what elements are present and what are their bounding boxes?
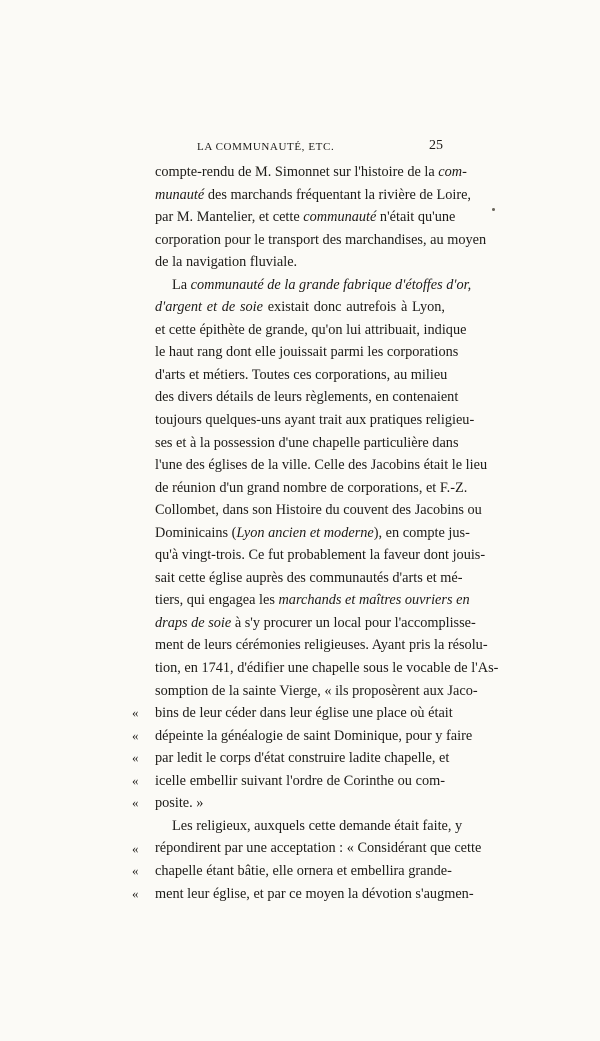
text-run: n'était qu'une [376, 209, 456, 226]
text-run: par M. Mantelier, et cette [155, 209, 304, 226]
text-run: par ledit le corps d'état construire ladite chapelle, et [155, 750, 450, 767]
margin-guillemet: « [132, 750, 139, 766]
text-run: existait donc autrefois à Lyon, [263, 299, 445, 316]
text-line [155, 792, 445, 815]
text-run: ment de leurs cérémonies religieuses. Ayant pris la résolu- [155, 637, 488, 654]
text-line [155, 477, 468, 500]
text-line [155, 837, 482, 860]
text-line [155, 657, 499, 680]
margin-guillemet: « [132, 885, 139, 901]
body-text [155, 161, 499, 905]
text-run: ses et à la possession d'une chapelle particulière dans [155, 434, 459, 451]
margin-guillemet: « [132, 863, 139, 879]
text-line [155, 206, 456, 229]
text-line [155, 544, 486, 567]
margin-guillemet: « [132, 705, 139, 721]
text-run: icelle embellir suivant l'ordre de Corinthe ou com- [155, 772, 445, 789]
italic-run: munauté [155, 186, 205, 203]
text-run: des divers détails de leurs règlements, en contenaient [155, 389, 459, 406]
text-run: corporation pour le transport des marchandises, au moyen [155, 231, 487, 248]
margin-guillemet: « [132, 772, 139, 788]
text-run: Dominicains ( [155, 524, 237, 541]
text-line [155, 747, 450, 770]
text-line [155, 589, 470, 612]
margin-guillemet: « [132, 795, 139, 811]
text-line [155, 499, 482, 522]
text-line [155, 770, 445, 793]
text-line [155, 680, 478, 703]
text-run: toujours quelques-uns ayant trait aux pratiques religieu- [155, 412, 475, 429]
ink-speck [492, 208, 495, 211]
text-line [155, 296, 445, 319]
italic-run: com- [438, 164, 467, 180]
text-run: tion, en 1741, d'édifier une chapelle sous le vocable de l'As- [155, 660, 499, 677]
text-run: tiers, qui engagea les [155, 592, 279, 609]
text-run: d'arts et métiers. Toutes ces corporations, au milieu [155, 366, 448, 383]
margin-guillemet: « [132, 727, 139, 743]
text-run: Collombet, dans son Histoire du couvent des Jacobins ou [155, 502, 482, 519]
italic-run: communauté [303, 209, 377, 226]
text-line [155, 454, 488, 477]
text-run: des marchands fréquentant la rivière de Loire, [204, 186, 472, 203]
text-run: chapelle étant bâtie, elle ornera et embellira grande- [155, 862, 452, 879]
text-run: le haut rang dont elle jouissait parmi les corporations [155, 344, 459, 361]
page-number: 25 [429, 138, 443, 153]
text-run: répondirent par une acceptation : « Considérant que cette [155, 840, 482, 857]
margin-guillemet: « [132, 840, 139, 856]
text-run: de réunion d'un grand nombre de corporations, et F.-Z. [155, 479, 468, 496]
text-line [155, 274, 472, 297]
running-header [160, 137, 447, 157]
italic-run: d'argent et de soie [155, 299, 263, 316]
text-line [155, 319, 467, 342]
text-run: et cette épithète de grande, qu'on lui attribuait, indique [155, 321, 467, 338]
text-run: ment leur église, et par ce moyen la dévotion s'augmen- [155, 885, 474, 902]
text-line [155, 364, 448, 387]
text-line [155, 725, 473, 748]
text-line [155, 883, 474, 906]
text-line [155, 229, 487, 252]
italic-run: marchands et maîtres ouvriers en [278, 592, 470, 609]
text-run: somption de la sainte Vierge, « ils proposèrent aux Jaco- [155, 682, 478, 699]
text-run: posite. » [155, 795, 204, 812]
italic-run: draps de soie [155, 614, 232, 631]
text-line [155, 634, 488, 657]
text-run: Les religieux, auxquels cette demande était faite, y [172, 817, 463, 834]
text-line [155, 184, 472, 207]
text-line [155, 251, 445, 274]
text-run: à s'y procurer un local pour l'accomplisse- [231, 614, 476, 631]
text-line [155, 432, 459, 455]
text-line [155, 409, 475, 432]
text-run: qu'à vingt-trois. Ce fut probablement la faveur dont jouis- [155, 547, 486, 564]
text-line [155, 860, 452, 883]
text-line [155, 161, 467, 184]
text-run: ), en compte jus- [373, 524, 470, 541]
text-line [155, 386, 459, 409]
text-run: bins de leur céder dans leur église une place où était [155, 705, 453, 722]
text-run: sait cette église auprès des communautés d'arts et mé- [155, 569, 463, 586]
text-run: compte-rendu de M. Simonnet sur l'histoire de la [155, 164, 439, 180]
italic-run: Lyon ancien et moderne [236, 524, 374, 541]
running-title: LA COMMUNAUTÉ, ETC. [197, 141, 335, 153]
text-line [155, 567, 463, 590]
text-run: La [172, 276, 191, 293]
text-run: l'une des églises de la ville. Celle des Jacobins était le lieu [155, 457, 488, 474]
text-line [155, 815, 463, 838]
text-line [155, 341, 459, 364]
text-run: dépeinte la généalogie de saint Dominique, pour y faire [155, 727, 473, 744]
text-line [155, 522, 470, 545]
italic-run: communauté de la grande fabrique d'étoffes d'or, [190, 276, 472, 293]
text-line [155, 612, 476, 635]
text-run: de la navigation fluviale. [155, 254, 298, 271]
text-line [155, 702, 453, 725]
